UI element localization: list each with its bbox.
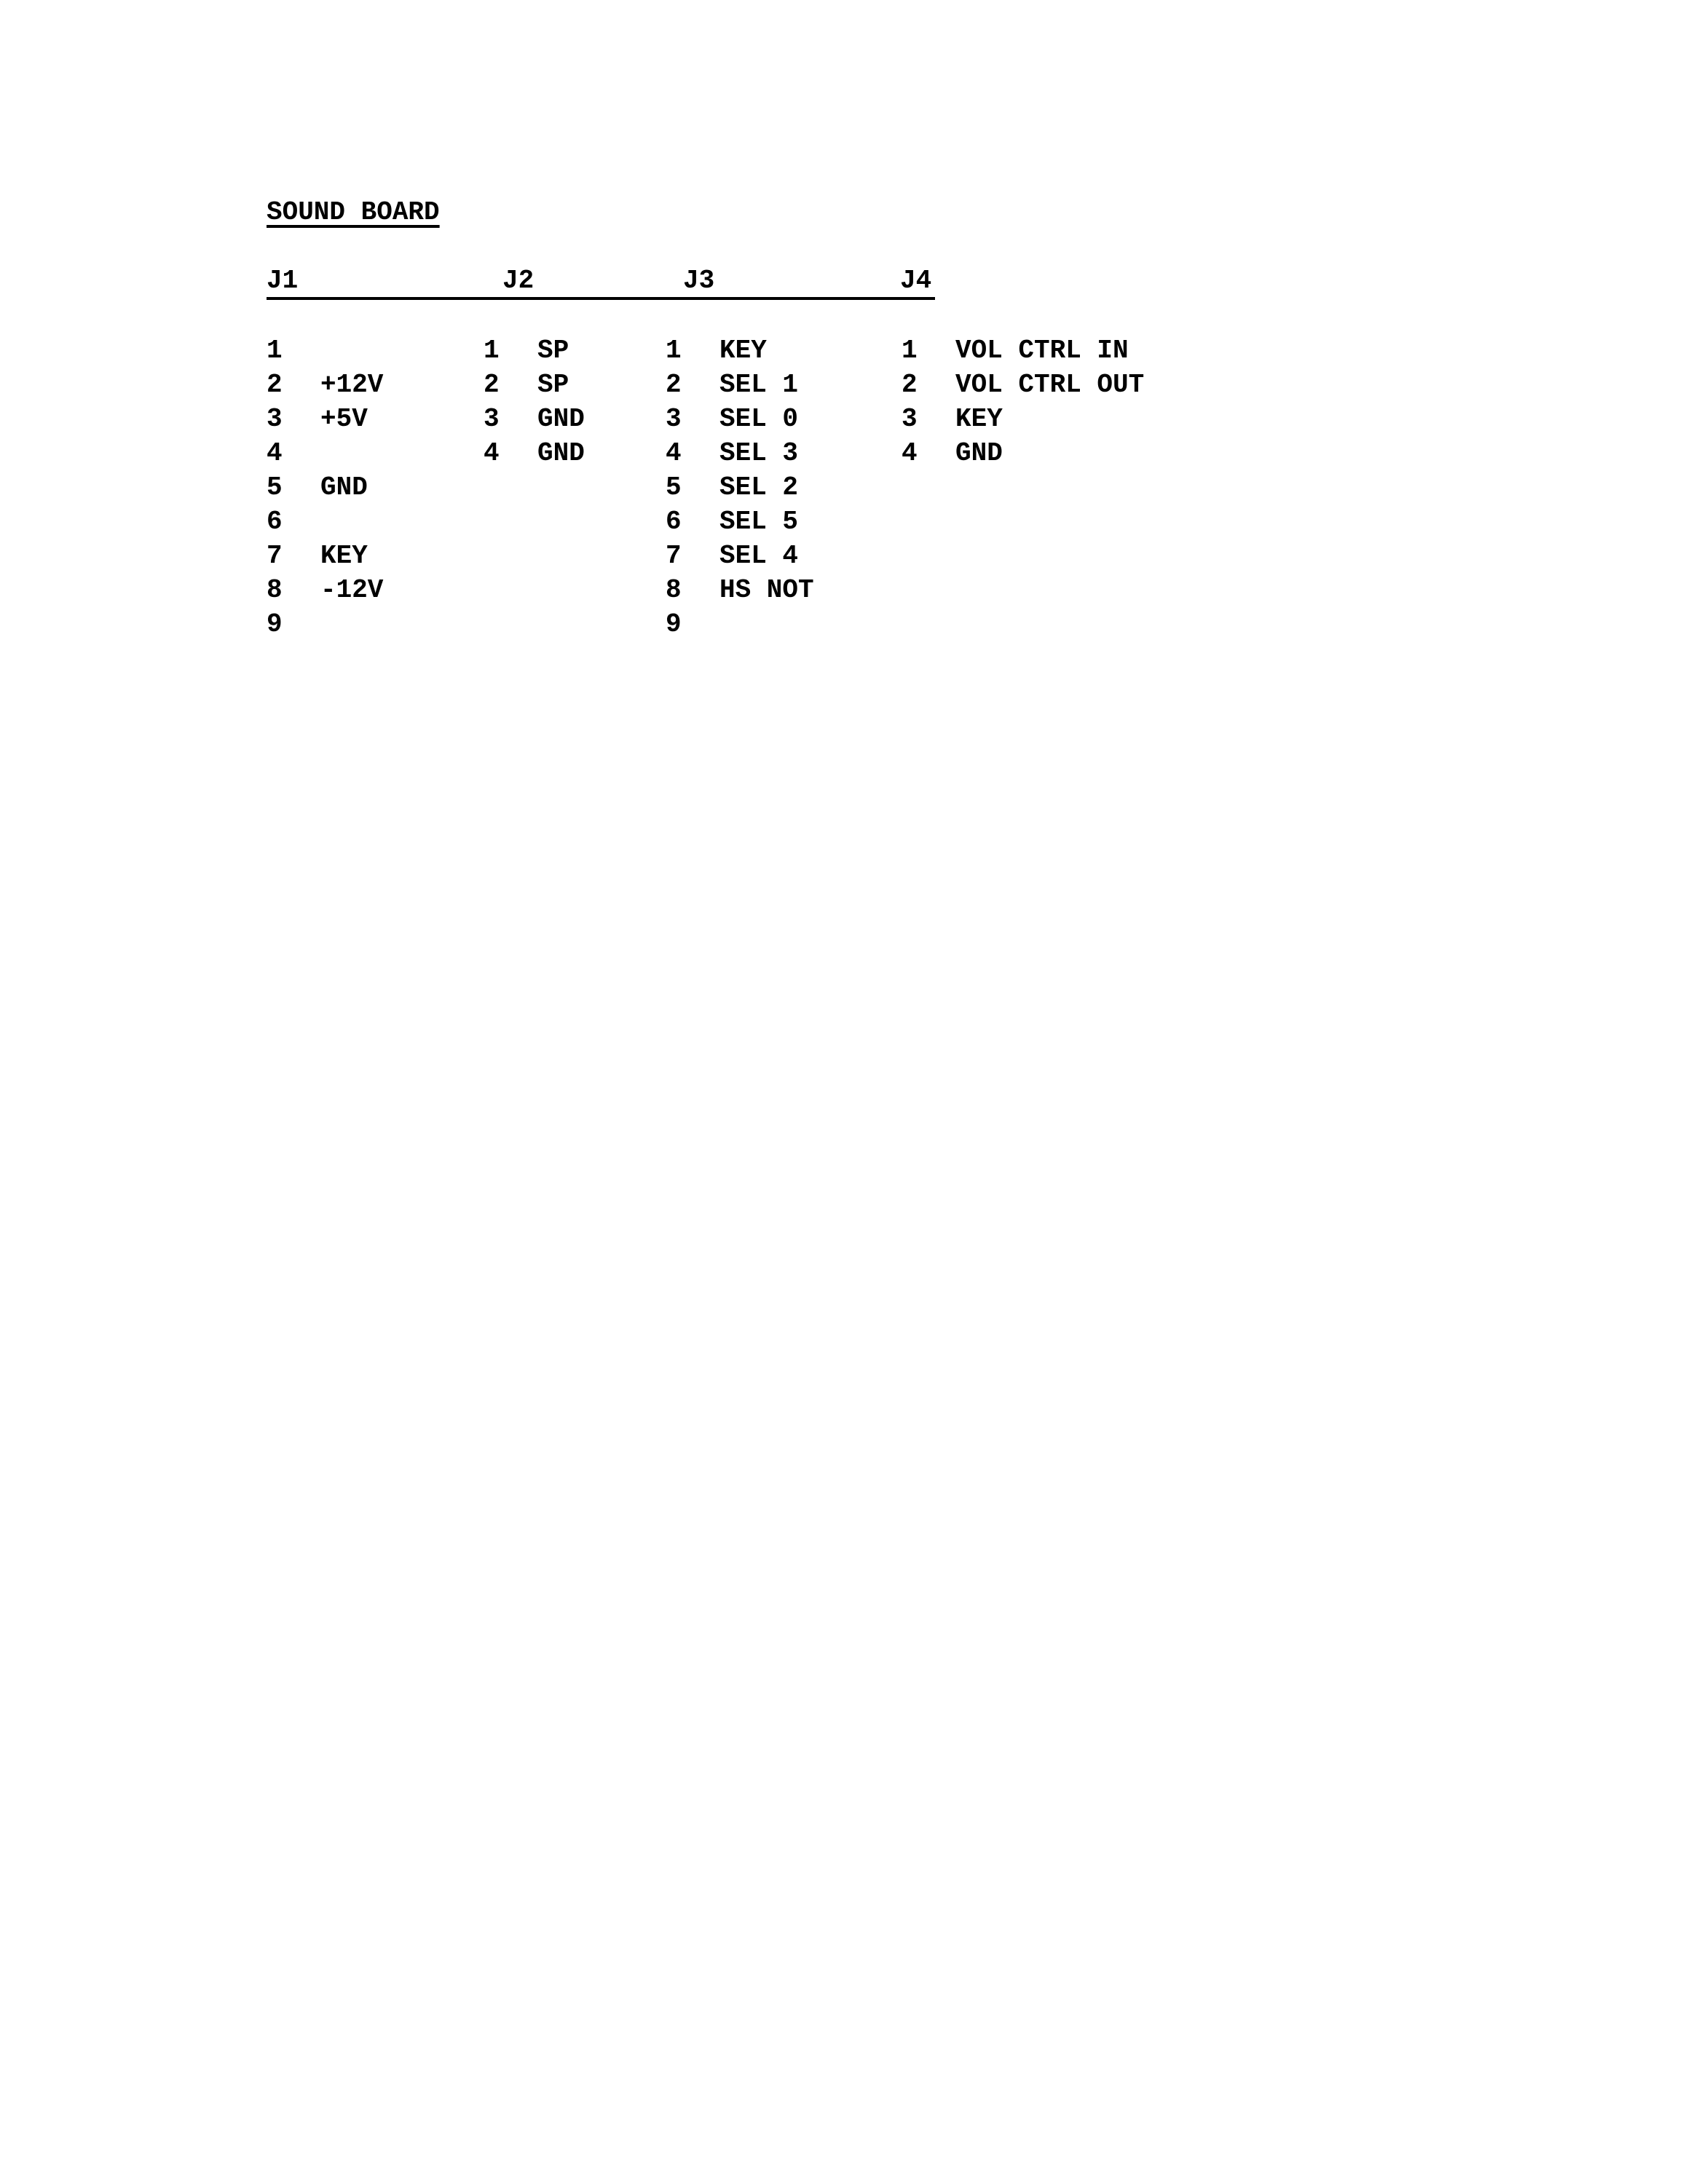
connector-label-j2: J2 (502, 266, 535, 296)
pin-number: 7 (267, 541, 283, 571)
pin-signal: VOL CTRL OUT (955, 370, 1145, 400)
pin-signal: SEL 4 (719, 541, 799, 571)
pin-number: 5 (666, 472, 682, 502)
pin-signal: GND (537, 404, 585, 434)
pin-number: 4 (484, 438, 500, 468)
pin-number: 6 (267, 507, 283, 537)
pin-number: 4 (267, 438, 283, 468)
pin-number: 1 (902, 336, 918, 365)
pin-signal: KEY (719, 336, 767, 365)
pin-number: 3 (484, 404, 500, 434)
pin-signal: SEL 2 (719, 472, 799, 502)
pin-signal: KEY (955, 404, 1003, 434)
pin-signal: GND (320, 472, 368, 502)
pin-signal: SEL 5 (719, 507, 799, 537)
pin-number: 9 (666, 609, 682, 639)
pin-signal: +5V (320, 404, 368, 434)
pin-number: 1 (666, 336, 682, 365)
header-rule (267, 297, 935, 300)
pin-number: 5 (267, 472, 283, 502)
page-title: SOUND BOARD (267, 197, 440, 227)
connector-label-j1: J1 (267, 266, 299, 296)
pin-signal: GND (955, 438, 1003, 468)
pin-signal: HS NOT (719, 575, 814, 605)
pin-number: 3 (902, 404, 918, 434)
pin-number: 4 (902, 438, 918, 468)
pin-number: 8 (666, 575, 682, 605)
connector-label-j3: J3 (683, 266, 715, 296)
pin-signal: SP (537, 370, 569, 400)
pin-signal: KEY (320, 541, 368, 571)
pin-signal: SEL 0 (719, 404, 799, 434)
pin-number: 2 (666, 370, 682, 400)
pin-number: 3 (666, 404, 682, 434)
pin-signal: VOL CTRL IN (955, 336, 1129, 365)
pin-number: 2 (902, 370, 918, 400)
pin-number: 2 (267, 370, 283, 400)
pin-number: 2 (484, 370, 500, 400)
pin-signal: -12V (320, 575, 384, 605)
pin-number: 1 (267, 336, 283, 365)
pin-number: 9 (267, 609, 283, 639)
pin-signal: SP (537, 336, 569, 365)
pin-number: 4 (666, 438, 682, 468)
pin-signal: SEL 1 (719, 370, 799, 400)
pin-signal: GND (537, 438, 585, 468)
pin-number: 7 (666, 541, 682, 571)
pin-number: 8 (267, 575, 283, 605)
connector-label-j4: J4 (900, 266, 932, 296)
pin-number: 3 (267, 404, 283, 434)
pin-number: 1 (484, 336, 500, 365)
pin-signal: SEL 3 (719, 438, 799, 468)
pin-signal: +12V (320, 370, 384, 400)
pin-number: 6 (666, 507, 682, 537)
